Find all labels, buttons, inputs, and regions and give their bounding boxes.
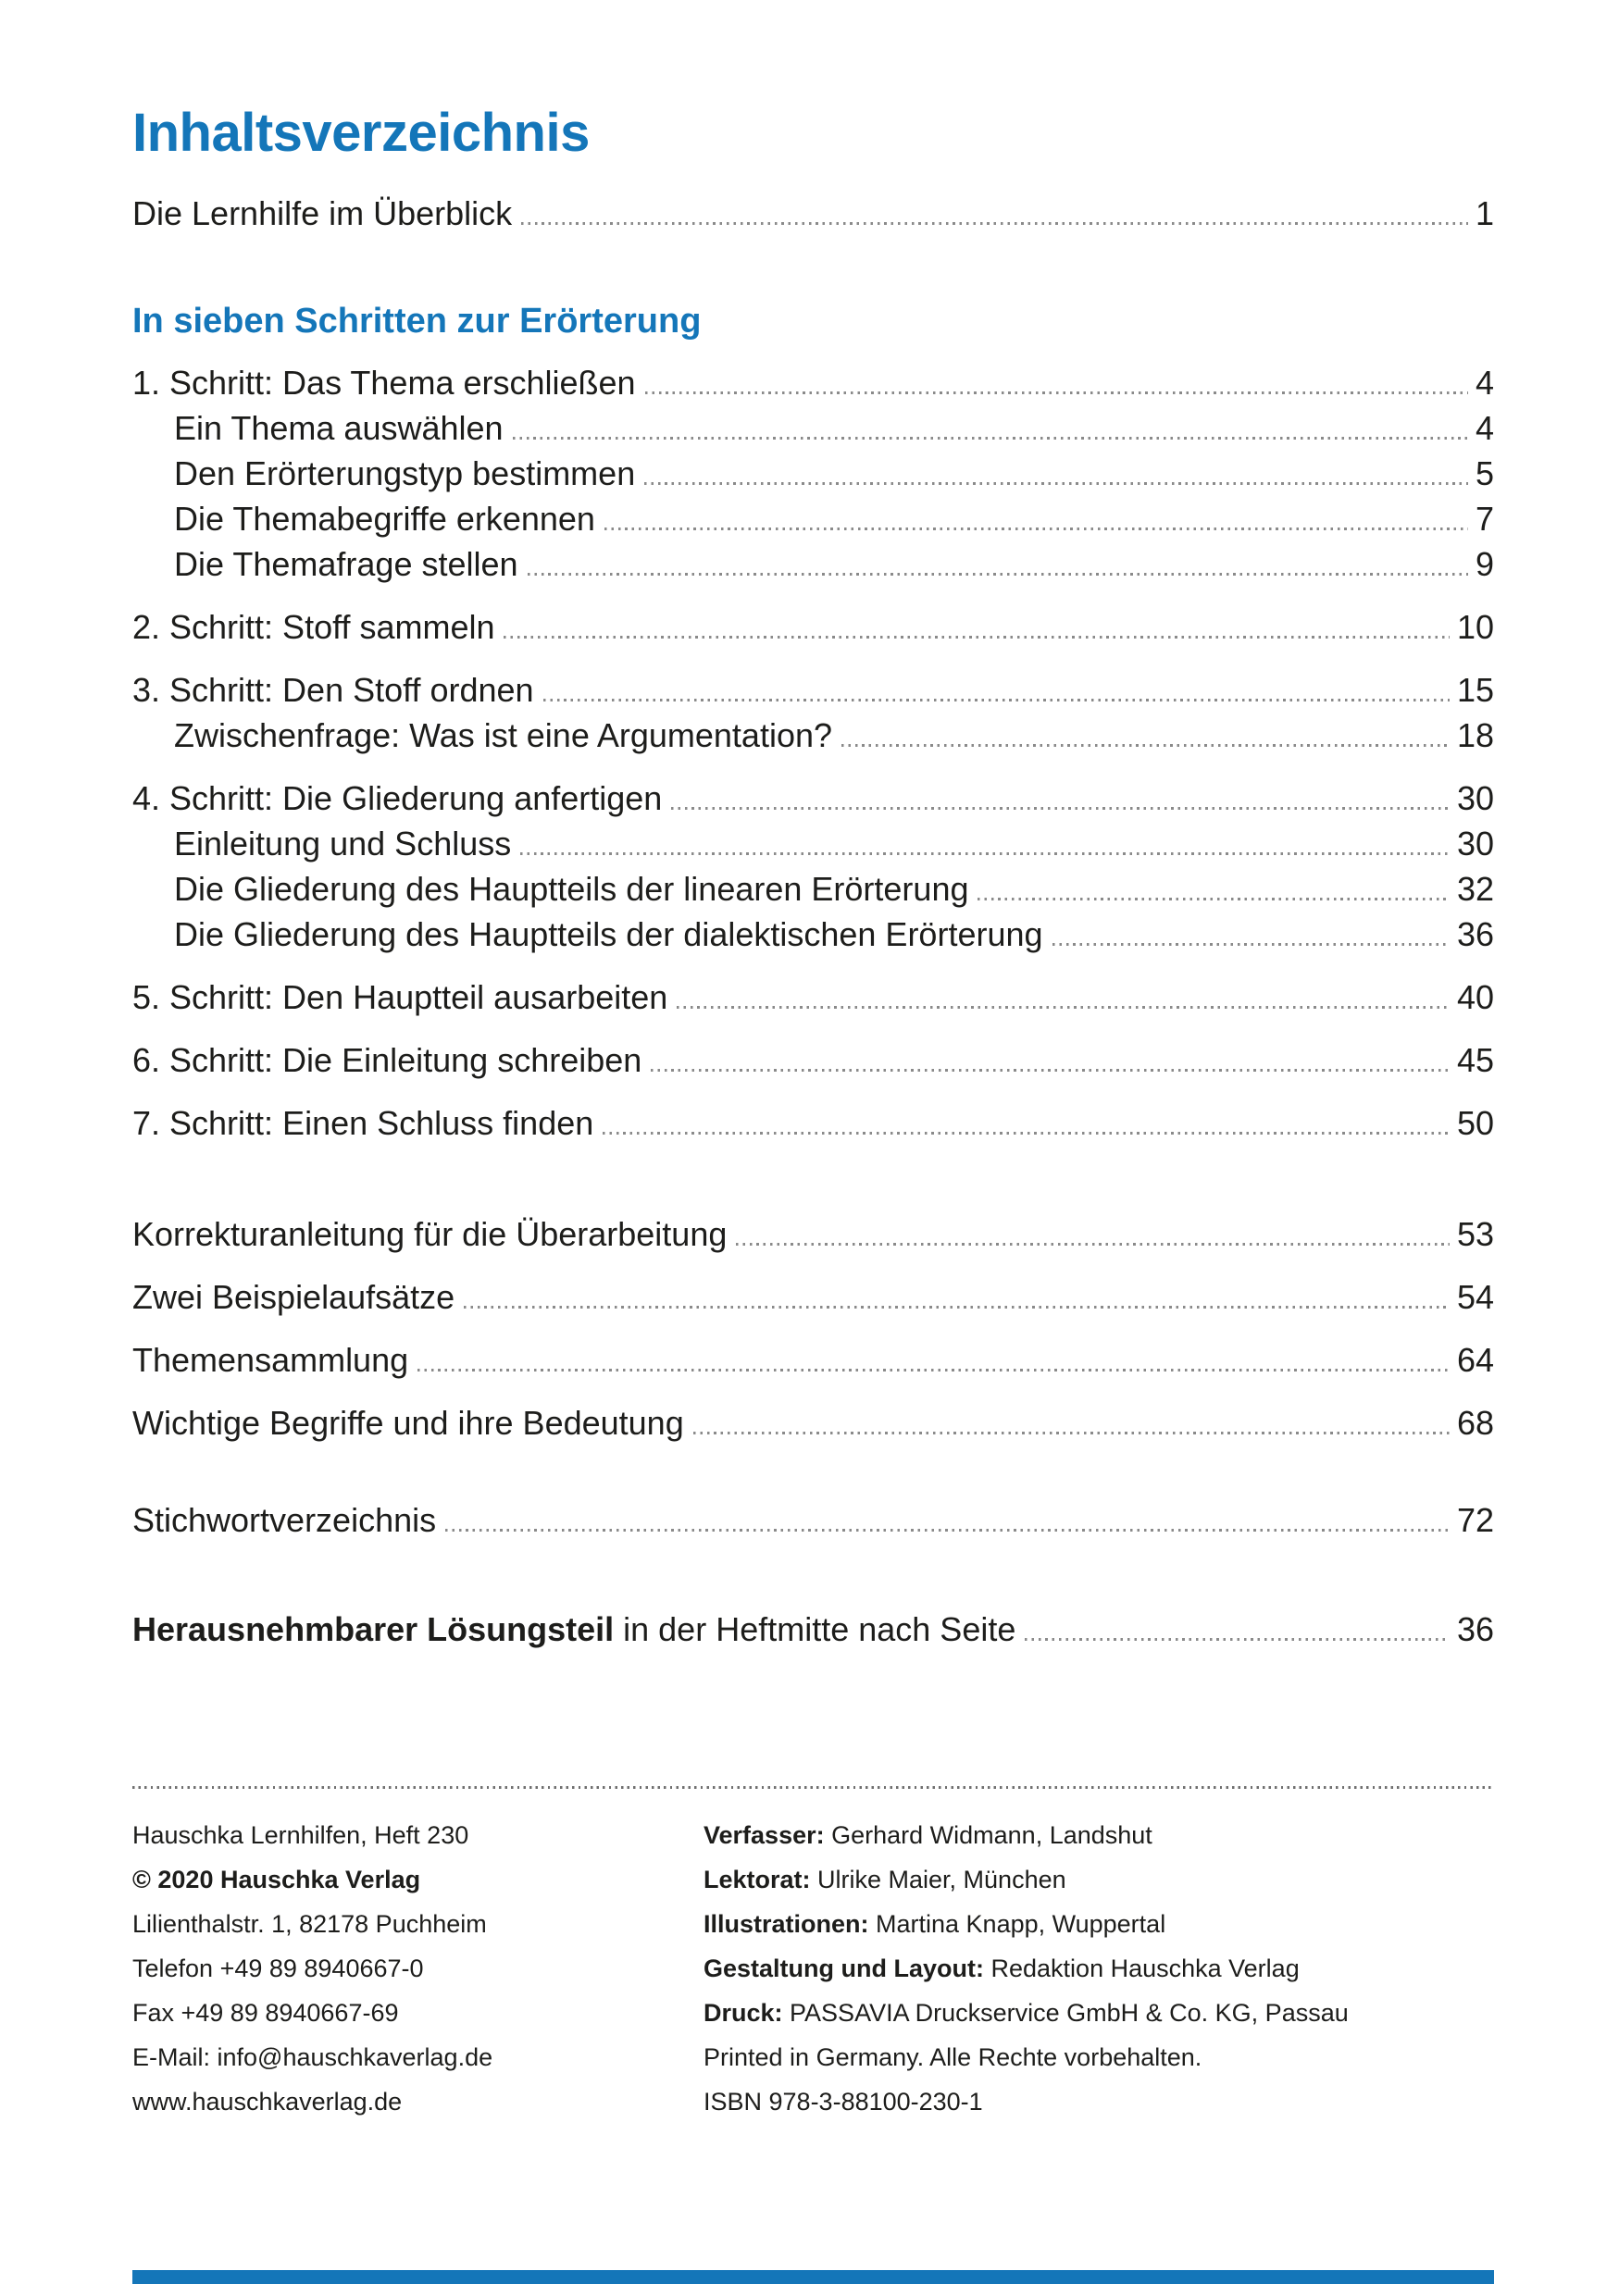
dot-leader [1052, 943, 1450, 946]
toc-entry-label: Korrekturanleitung für die Überarbeitung [132, 1215, 728, 1254]
dot-leader [543, 699, 1450, 701]
imprint-line: Fax +49 89 8940667-69 [132, 1998, 399, 2027]
toc-entry-page: 36 [1456, 915, 1494, 954]
dot-leader [464, 1306, 1450, 1309]
toc-entry-page: 18 [1456, 716, 1494, 755]
toc-entry-page: 4 [1475, 364, 1494, 403]
dot-leader [1025, 1638, 1450, 1641]
dot-leader [603, 1132, 1450, 1135]
dot-leader [693, 1432, 1450, 1434]
dot-leader [521, 222, 1468, 225]
toc-entry [132, 866, 1494, 912]
toc-entry-page: 68 [1456, 1404, 1494, 1443]
imprint-copyright: © 2020 Hauschka Verlag [132, 1865, 421, 1893]
dot-leader [651, 1069, 1450, 1072]
toc-entry-page: 7 [1475, 500, 1494, 539]
dotted-divider [132, 1786, 1494, 1789]
toc-entry-label: 2. Schritt: Stoff sammeln [132, 608, 495, 647]
toc-entry [132, 912, 1494, 957]
imprint-line: Telefon +49 89 8940667-0 [132, 1954, 424, 1982]
toc-entry-label: Wichtige Begriffe und ihre Bedeutung [132, 1404, 684, 1443]
toc-entry-page: 72 [1456, 1501, 1494, 1540]
imprint-value: Martina Knapp, Wuppertal [868, 1909, 1166, 1938]
solutions-rest-label: in der Heftmitte nach Seite [614, 1610, 1016, 1649]
imprint-line [704, 1857, 1494, 1902]
toc-entry-label: 3. Schritt: Den Stoff ordnen [132, 671, 534, 710]
dot-leader [528, 573, 1468, 576]
toc-entry [132, 496, 1494, 541]
imprint-label: Gestaltung und Layout: [704, 1954, 984, 1982]
imprint-value: ISBN 978-3-88100-230-1 [704, 2087, 983, 2116]
toc-entry-page: 4 [1475, 409, 1494, 448]
dot-leader [978, 898, 1449, 900]
toc-entry-page: 30 [1456, 825, 1494, 863]
toc-entry [132, 1211, 1494, 1257]
toc-entry-label: Die Lernhilfe im Überblick [132, 193, 513, 232]
toc-entry-label: Den Erörterungstyp bestimmen [174, 454, 636, 493]
toc-entry-page: 9 [1475, 545, 1494, 584]
imprint [132, 1813, 1494, 2124]
toc-entry [132, 1497, 1494, 1543]
toc-entry [132, 451, 1494, 496]
toc-entry-page: 30 [1456, 779, 1494, 818]
toc-entry [132, 713, 1494, 758]
toc-entry-page: 1 [1475, 193, 1494, 232]
imprint-label: Druck: [704, 1998, 783, 2027]
dot-leader [445, 1529, 1450, 1532]
toc-entry-label: Zwei Beispielaufsätze [132, 1278, 455, 1317]
dot-leader [645, 391, 1468, 394]
imprint-right [704, 1813, 1494, 2124]
toc-entry-label: Die Themafrage stellen [174, 545, 518, 584]
imprint-line: Hauschka Lernhilfen, Heft 230 [132, 1820, 469, 1849]
page-title: Inhaltsverzeichnis [132, 103, 590, 163]
imprint-isbn [704, 2079, 1494, 2124]
dot-leader [671, 807, 1450, 810]
toc-entry-page: 45 [1456, 1041, 1494, 1080]
toc-entry-label: Ein Thema auswählen [174, 409, 504, 448]
toc-entry [132, 974, 1494, 1020]
toc-entry-page: 54 [1456, 1278, 1494, 1317]
toc-entry-page: 10 [1456, 608, 1494, 647]
toc-entry-label: Zwischenfrage: Was ist eine Argumentation? [174, 716, 833, 755]
dot-leader [520, 852, 1450, 855]
dot-leader [417, 1369, 1450, 1371]
toc-entry-label [132, 1607, 1015, 1652]
imprint-label: Verfasser: [704, 1820, 825, 1849]
toc-entry-page: 36 [1456, 1610, 1494, 1649]
toc-entry-page: 5 [1475, 454, 1494, 493]
toc-entry [132, 1337, 1494, 1383]
imprint-label: Illustrationen: [704, 1909, 869, 1938]
toc-entry-label: Themensammlung [132, 1341, 409, 1380]
imprint-line: Lilienthalstr. 1, 82178 Puchheim [132, 1909, 487, 1938]
toc-entry-label: 7. Schritt: Einen Schluss finden [132, 1104, 594, 1143]
imprint-website: www.hauschkaverlag.de [132, 2087, 403, 2116]
imprint-email: E-Mail: info@hauschkaverlag.de [132, 2042, 493, 2071]
toc-entry-page: 40 [1456, 978, 1494, 1017]
dot-leader [841, 744, 1450, 747]
toc-section-heading: In sieben Schritten zur Erörterung [132, 301, 702, 341]
toc-entry [132, 667, 1494, 713]
toc-entry-label: Die Gliederung des Hauptteils der dialektischen Erörterung [174, 915, 1043, 954]
imprint-label: Lektorat: [704, 1865, 811, 1893]
dot-leader [513, 437, 1468, 440]
toc-entry-page: 50 [1456, 1104, 1494, 1143]
toc-entry-label: 5. Schritt: Den Hauptteil ausarbeiten [132, 978, 668, 1017]
toc-entry [132, 360, 1494, 405]
toc-entry-label: Einleitung und Schluss [174, 825, 512, 863]
toc-entry-page: 53 [1456, 1215, 1494, 1254]
bottom-accent-bar [132, 2270, 1494, 2284]
toc-entry [132, 1100, 1494, 1146]
dot-leader [677, 1006, 1450, 1009]
dot-leader [644, 482, 1468, 485]
toc-entry [132, 541, 1494, 587]
imprint-line [704, 1946, 1494, 1991]
toc-entry [132, 776, 1494, 821]
imprint-line [704, 1813, 1494, 1857]
imprint-line [704, 2035, 1494, 2079]
dot-leader [736, 1243, 1450, 1246]
toc-entry [132, 191, 1494, 236]
toc-entry-label: Die Themabegriffe erkennen [174, 500, 595, 539]
toc-entry [132, 1274, 1494, 1320]
toc-entry [132, 1037, 1494, 1083]
toc-entry-page: 64 [1456, 1341, 1494, 1380]
imprint-value: Ulrike Maier, München [810, 1865, 1066, 1893]
dot-leader [504, 636, 1449, 639]
toc-entry-label: 4. Schritt: Die Gliederung anfertigen [132, 779, 663, 818]
imprint-line [704, 1991, 1494, 2035]
imprint-line [704, 1902, 1494, 1946]
imprint-value: PASSAVIA Druckservice GmbH & Co. KG, Passau [782, 1998, 1349, 2027]
toc-entry-label: 6. Schritt: Die Einleitung schreiben [132, 1041, 642, 1080]
imprint-value: Gerhard Widmann, Landshut [824, 1820, 1152, 1849]
imprint-value: Printed in Germany. Alle Rechte vorbehalten. [704, 2042, 1202, 2071]
toc-entry [132, 1400, 1494, 1446]
toc-entry-label: Die Gliederung des Hauptteils der linearen Erörterung [174, 870, 969, 909]
imprint-value: Redaktion Hauschka Verlag [984, 1954, 1300, 1982]
imprint-left [132, 1813, 704, 2124]
toc-entry-page: 15 [1456, 671, 1494, 710]
toc-entry [132, 821, 1494, 866]
solutions-bold-label: Herausnehmbarer Lösungsteil [132, 1610, 615, 1649]
toc-entry [132, 405, 1494, 451]
toc-entry-label: Stichwortverzeichnis [132, 1501, 437, 1540]
table-of-contents [132, 191, 1494, 1653]
toc-entry-label: 1. Schritt: Das Thema erschließen [132, 364, 636, 403]
toc-entry-solutions [132, 1607, 1494, 1652]
toc-entry-page: 32 [1456, 870, 1494, 909]
toc-entry [132, 604, 1494, 650]
dot-leader [604, 527, 1468, 530]
